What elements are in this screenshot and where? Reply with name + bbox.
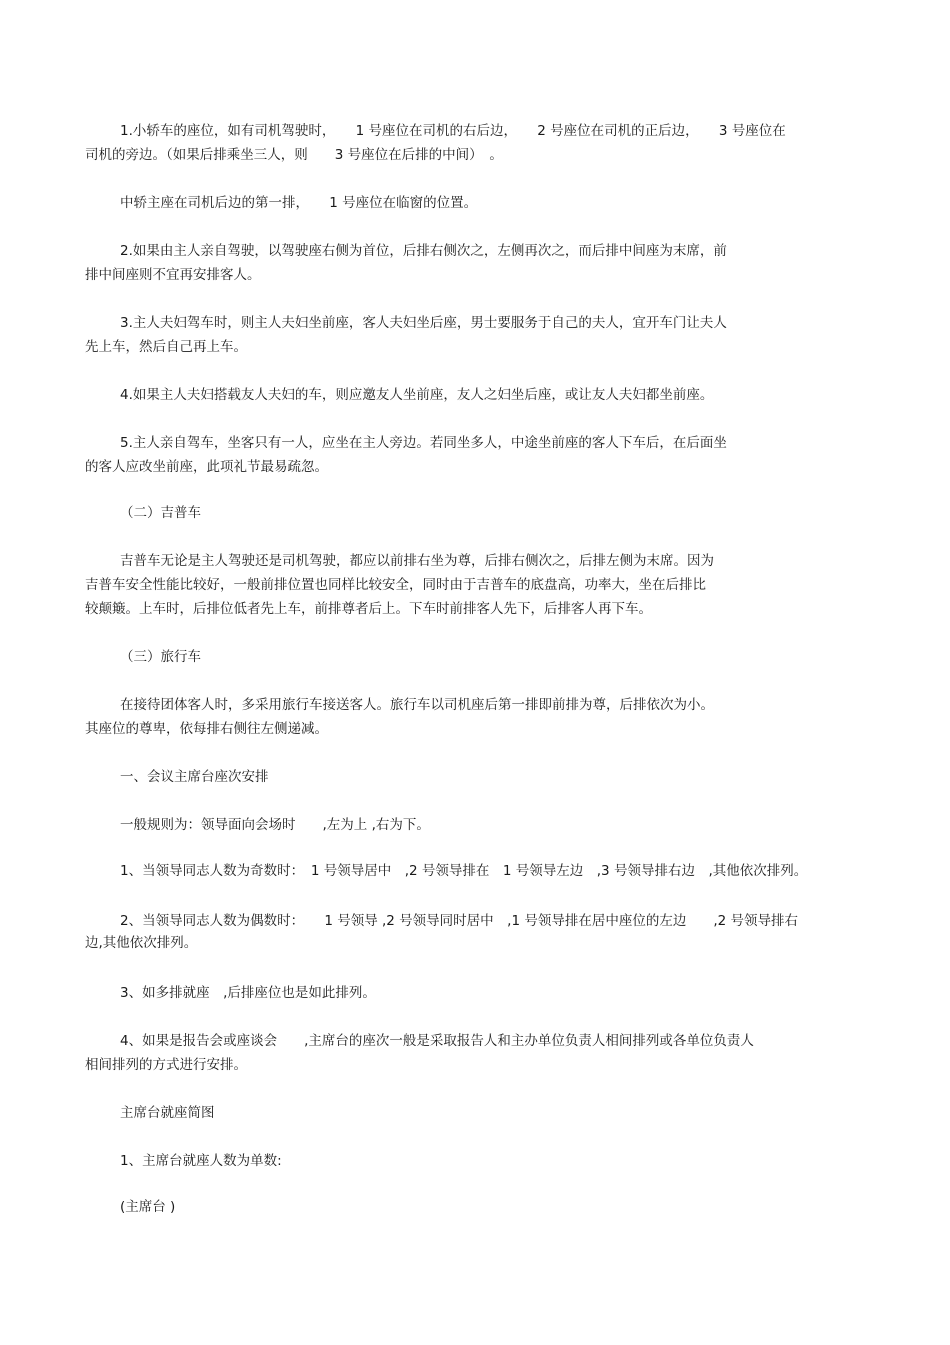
paragraph-line: 一般规则为：领导面向会场时 ,左为上 ,右为下。 — [120, 817, 430, 833]
paragraph-line: 排中间座则不宜再安排客人。 — [85, 267, 261, 283]
paragraph-line: 2.如果由主人亲自驾驶，以驾驶座右侧为首位，后排右侧次之，左侧再次之，而后排中间座为末席，前 — [120, 243, 727, 259]
paragraph-line: 2、当领导同志人数为偶数时： 1 号领导 ,2 号领导同时居中 ,1 号领导排在居中座位的左边 ,2 号领导排右 — [120, 913, 799, 929]
paragraph-line: 其座位的尊卑，依每排右侧往左侧递减。 — [85, 721, 328, 737]
paragraph-line: 司机的旁边。（如果后排乘坐三人，则 3 号座位在后排的中间） 。 — [85, 147, 503, 163]
paragraph-line: 吉普车无论是主人驾驶还是司机驾驶，都应以前排右坐为尊，后排右侧次之，后排左侧为末席。因为 — [120, 553, 714, 569]
paragraph-line: 吉普车安全性能比较好，一般前排位置也同样比较安全，同时由于吉普车的底盘高，功率大，坐在后排比 — [85, 577, 706, 593]
paragraph-line: (主席台 ) — [120, 1199, 176, 1215]
paragraph-line: 4.如果主人夫妇搭载友人夫妇的车，则应邀友人坐前座，友人之妇坐后座，或让友人夫妇都坐前座。 — [120, 387, 714, 403]
section-heading: 主席台就座简图 — [120, 1105, 215, 1121]
paragraph-line: 在接待团体客人时，多采用旅行车接送客人。旅行车以司机座后第一排即前排为尊，后排依次为小。 — [120, 697, 714, 713]
paragraph-line: 相间排列的方式进行安排。 — [85, 1057, 247, 1073]
paragraph-line: 4、如果是报告会或座谈会 ,主席台的座次一般是采取报告人和主办单位负责人相间排列或各单位负责人 — [120, 1033, 754, 1049]
paragraph-line: 较颠簸。上车时，后排位低者先上车，前排尊者后上。下车时前排客人先下，后排客人再下车。 — [85, 601, 652, 617]
paragraph-line: 3.主人夫妇驾车时，则主人夫妇坐前座，客人夫妇坐后座，男士要服务于自己的夫人，宜开车门让夫人 — [120, 315, 727, 331]
section-heading: 一、会议主席台座次安排 — [120, 769, 269, 785]
paragraph-line: 中轿主座在司机后边的第一排， 1 号座位在临窗的位置。 — [120, 195, 478, 211]
section-heading: （二）吉普车 — [120, 505, 201, 521]
paragraph-line: 3、如多排就座 ,后排座位也是如此排列。 — [120, 985, 376, 1001]
paragraph-line: 边,其他依次排列。 — [85, 935, 198, 951]
paragraph-line: 的客人应改坐前座，此项礼节最易疏忽。 — [85, 459, 328, 475]
section-heading: （三）旅行车 — [120, 649, 201, 665]
paragraph-line: 1、当领导同志人数为奇数时： 1 号领导居中 ,2 号领导排在 1 号领导左边 ,3 号领导排右边 ,其他依次排列。 — [120, 863, 808, 879]
paragraph-line: 1.小轿车的座位，如有司机驾驶时， 1 号座位在司机的右后边， 2 号座位在司机的正后边， 3 号座位在 — [120, 123, 786, 139]
paragraph-line: 1、主席台就座人数为单数: — [120, 1153, 282, 1169]
paragraph-line: 5.主人亲自驾车，坐客只有一人，应坐在主人旁边。若同坐多人，中途坐前座的客人下车后，在后面坐 — [120, 435, 727, 451]
paragraph-line: 先上车，然后自己再上车。 — [85, 339, 247, 355]
